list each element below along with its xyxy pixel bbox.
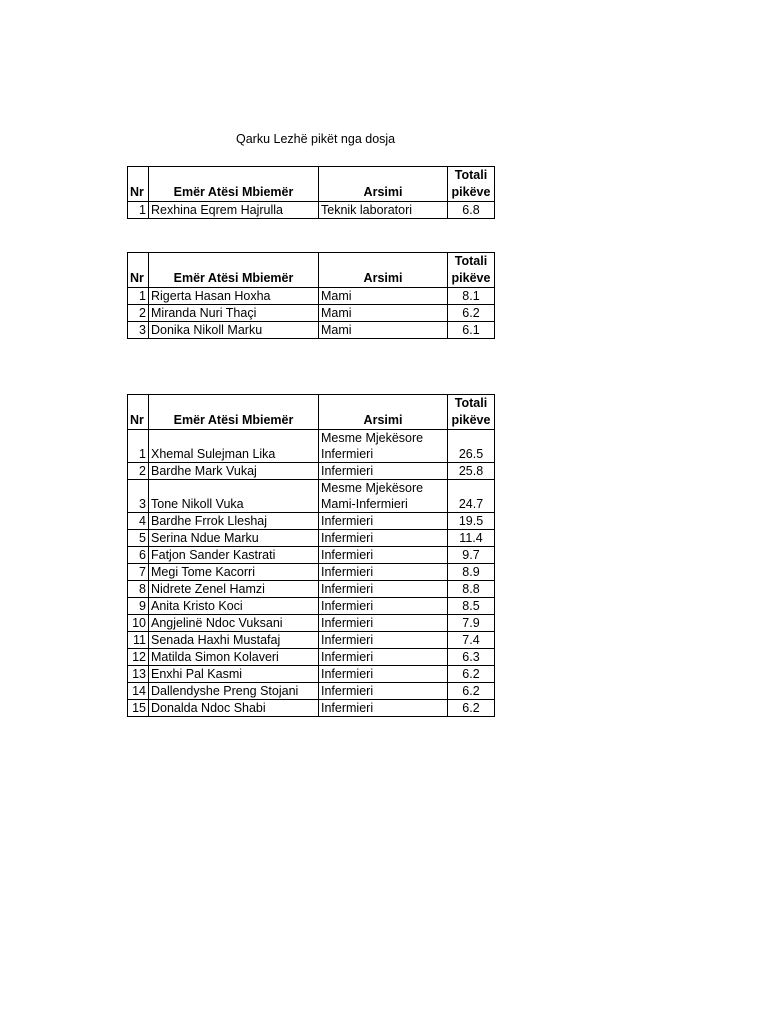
cell-nr: 1 [128, 202, 149, 219]
header-row [128, 395, 495, 430]
cell-arsimi: Infermieri [319, 513, 448, 530]
cell-arsimi: Teknik laboratori [319, 202, 448, 219]
cell-totali-pikeve: 8.8 [448, 581, 495, 598]
laborant-table [127, 166, 495, 219]
cell-name: Miranda Nuri Thaçi [149, 305, 319, 322]
cell-nr: 8 [128, 581, 149, 598]
cell-name: Xhemal Sulejman Lika [149, 430, 319, 463]
table-row [128, 666, 495, 683]
table-row [128, 649, 495, 666]
header-totali-pikeve: Totali pikëve [448, 167, 495, 202]
cell-nr: 6 [128, 547, 149, 564]
header-nr: Nr [128, 253, 149, 288]
cell-name: Rexhina Eqrem Hajrulla [149, 202, 319, 219]
cell-nr: 2 [128, 305, 149, 322]
cell-totali-pikeve: 8.1 [448, 288, 495, 305]
cell-name: Angjelinë Ndoc Vuksani [149, 615, 319, 632]
cell-totali-pikeve: 6.3 [448, 649, 495, 666]
cell-arsimi: Mami [319, 288, 448, 305]
cell-arsimi: Infermieri [319, 632, 448, 649]
cell-totali-pikeve: 6.2 [448, 700, 495, 717]
header-row [128, 167, 495, 202]
table-row [128, 305, 495, 322]
cell-arsimi-line1: Mesme Mjekësore [321, 481, 424, 495]
table-row [128, 480, 495, 513]
cell-name: Megi Tome Kacorri [149, 564, 319, 581]
table-row [128, 615, 495, 632]
table-row [128, 322, 495, 339]
cell-name: Donalda Ndoc Shabi [149, 700, 319, 717]
header-name: Emër Atësi Mbiemër [149, 395, 319, 430]
cell-arsimi-line1: Mesme Mjekësore [321, 431, 424, 445]
cell-name: Rigerta Hasan Hoxha [149, 288, 319, 305]
cell-totali-pikeve: 7.4 [448, 632, 495, 649]
cell-name: Senada Haxhi Mustafaj [149, 632, 319, 649]
cell-nr: 3 [128, 480, 149, 513]
cell-totali-pikeve: 9.7 [448, 547, 495, 564]
cell-nr: 12 [128, 649, 149, 666]
header-name: Emër Atësi Mbiemër [149, 253, 319, 288]
table-row [128, 547, 495, 564]
cell-nr: 13 [128, 666, 149, 683]
table-row [128, 288, 495, 305]
cell-name: Enxhi Pal Kasmi [149, 666, 319, 683]
cell-arsimi-line2: Mami-Infermieri [321, 497, 408, 511]
cell-totali-pikeve: 6.2 [448, 666, 495, 683]
cell-nr: 1 [128, 430, 149, 463]
header-nr: Nr [128, 395, 149, 430]
cell-totali-pikeve: 7.9 [448, 615, 495, 632]
cell-arsimi: Infermieri [319, 615, 448, 632]
cell-arsimi: Infermieri [319, 463, 448, 480]
cell-arsimi: Infermieri [319, 666, 448, 683]
cell-name: Tone Nikoll Vuka [149, 480, 319, 513]
header-arsimi: Arsimi [319, 253, 448, 288]
cell-nr: 11 [128, 632, 149, 649]
cell-name: Nidrete Zenel Hamzi [149, 581, 319, 598]
cell-arsimi: Infermieri [319, 547, 448, 564]
cell-totali-pikeve: 25.8 [448, 463, 495, 480]
document-title: Qarku Lezhë pikët nga dosja [236, 132, 396, 146]
cell-arsimi [319, 430, 448, 463]
mami-table [127, 252, 495, 339]
cell-arsimi: Infermieri [319, 700, 448, 717]
cell-totali-pikeve: 8.5 [448, 598, 495, 615]
cell-nr: 15 [128, 700, 149, 717]
cell-name: Serina Ndue Marku [149, 530, 319, 547]
cell-totali-pikeve: 26.5 [448, 430, 495, 463]
header-name: Emër Atësi Mbiemër [149, 167, 319, 202]
cell-totali-pikeve: 6.1 [448, 322, 495, 339]
cell-nr: 14 [128, 683, 149, 700]
cell-arsimi: Mami [319, 305, 448, 322]
cell-totali-pikeve: 6.2 [448, 305, 495, 322]
cell-arsimi: Infermieri [319, 530, 448, 547]
cell-nr: 5 [128, 530, 149, 547]
cell-totali-pikeve: 19.5 [448, 513, 495, 530]
infermieri-table [127, 394, 495, 717]
table-row [128, 632, 495, 649]
table-row [128, 530, 495, 547]
table-row [128, 581, 495, 598]
cell-totali-pikeve: 6.8 [448, 202, 495, 219]
cell-arsimi: Infermieri [319, 683, 448, 700]
cell-arsimi: Infermieri [319, 649, 448, 666]
cell-arsimi-line2: Infermieri [321, 447, 374, 461]
table-row [128, 430, 495, 463]
cell-nr: 10 [128, 615, 149, 632]
table-row [128, 202, 495, 219]
table-row [128, 683, 495, 700]
cell-arsimi: Infermieri [319, 598, 448, 615]
cell-nr: 3 [128, 322, 149, 339]
cell-nr: 7 [128, 564, 149, 581]
cell-totali-pikeve: 11.4 [448, 530, 495, 547]
header-nr: Nr [128, 167, 149, 202]
cell-name: Bardhe Frrok Lleshaj [149, 513, 319, 530]
table-row [128, 463, 495, 480]
table-row [128, 513, 495, 530]
header-arsimi: Arsimi [319, 167, 448, 202]
cell-totali-pikeve: 8.9 [448, 564, 495, 581]
cell-arsimi [319, 480, 448, 513]
cell-totali-pikeve: 6.2 [448, 683, 495, 700]
cell-name: Fatjon Sander Kastrati [149, 547, 319, 564]
cell-nr: 4 [128, 513, 149, 530]
cell-arsimi: Infermieri [319, 581, 448, 598]
header-arsimi: Arsimi [319, 395, 448, 430]
cell-name: Dallendyshe Preng Stojani [149, 683, 319, 700]
cell-arsimi: Infermieri [319, 564, 448, 581]
table-row [128, 700, 495, 717]
cell-name: Bardhe Mark Vukaj [149, 463, 319, 480]
cell-nr: 1 [128, 288, 149, 305]
table-row [128, 598, 495, 615]
cell-totali-pikeve: 24.7 [448, 480, 495, 513]
cell-name: Matilda Simon Kolaveri [149, 649, 319, 666]
cell-arsimi: Mami [319, 322, 448, 339]
header-totali-pikeve: Totali pikëve [448, 395, 495, 430]
cell-name: Anita Kristo Koci [149, 598, 319, 615]
cell-nr: 2 [128, 463, 149, 480]
cell-nr: 9 [128, 598, 149, 615]
header-totali-pikeve: Totali pikëve [448, 253, 495, 288]
table-row [128, 564, 495, 581]
cell-name: Donika Nikoll Marku [149, 322, 319, 339]
header-row [128, 253, 495, 288]
